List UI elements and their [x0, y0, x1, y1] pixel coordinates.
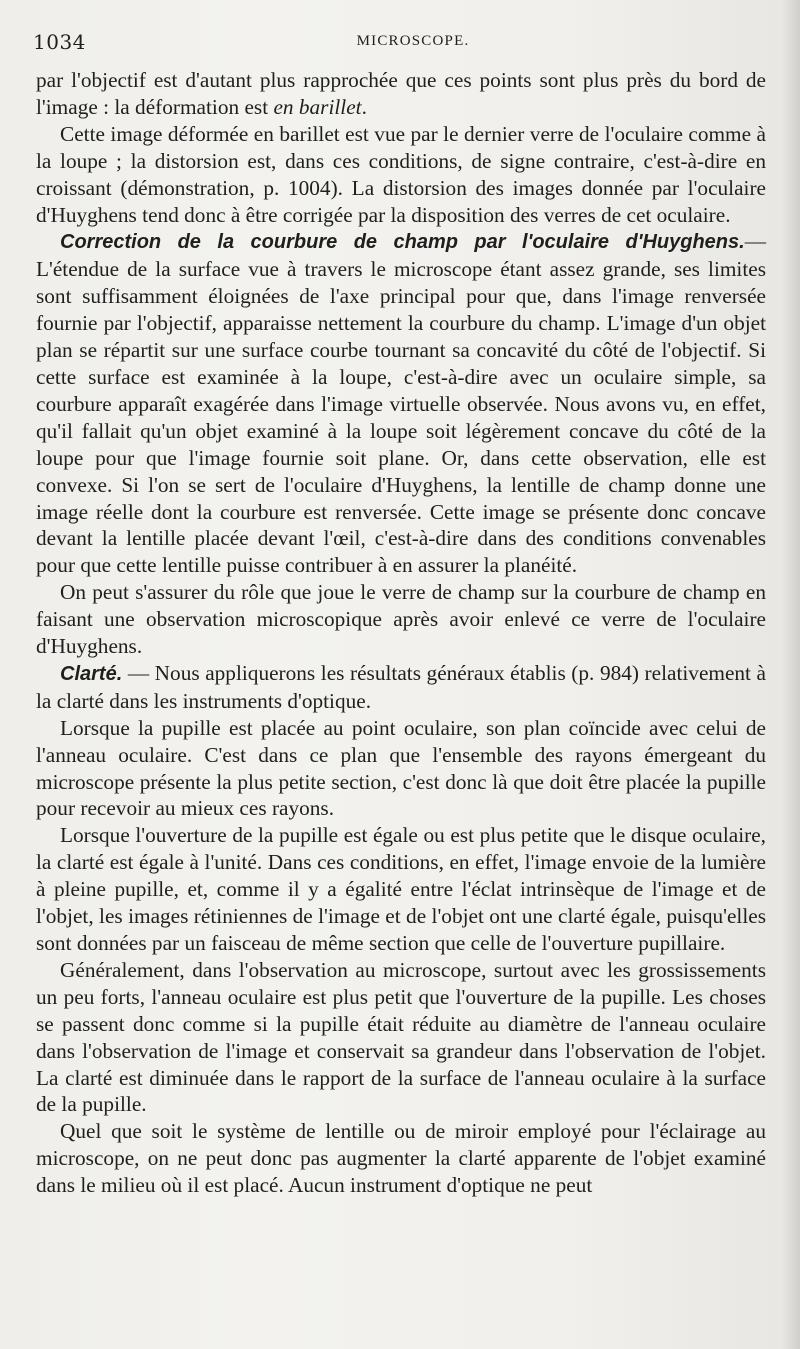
section-clarte-text: — Nous appliquerons les résultats généraux établis (p. 984) relativement à la clarté dans les instruments d'optique.: [36, 660, 766, 713]
body-text: [36, 67, 766, 1199]
paragraph-1: [36, 67, 766, 121]
section-heading-clarte: Clarté.: [60, 662, 123, 685]
page-number: 1034: [33, 30, 86, 54]
paragraph-7: Lorsque l'ouverture de la pupille est égale ou est plus petite que le disque oculaire, la clarté est égale à l'unité. Dans ces conditions, en effet, l'image envoie de la lumière à pleine pupille, et, comme il y a égalité entre l'éclat intrinsèque de l'image et de l'objet, les images rétiniennes de l'image et de l'objet ont une clarté égale, puisqu'elles sont données par un faisceau de même section que celle de l'ouverture pupillaire.: [36, 823, 766, 955]
paragraph-1-tail: .: [361, 94, 367, 119]
section-heading-courbure: Correction de la courbure de champ par l'oculaire d'Huyghens.: [60, 231, 745, 254]
running-title: MICROSCOPE.: [356, 33, 470, 49]
paragraph-1-text: par l'objectif est d'autant plus rapprochée que ces points sont plus près du bord de l'image : la déformation est: [36, 68, 766, 119]
section-clarte: [36, 660, 766, 715]
paragraph-2: Cette image déformée en barillet est vue par le dernier verre de l'oculaire comme à la loupe ; la distorsion est, dans ces conditions, de signe contraire, c'est-à-dire en croissant (démonstration, p. 1004). La distorsion des images donnée par l'oculaire d'Huyghens tend donc à être corrigée par la disposition des verres de cet oculaire.: [36, 121, 766, 227]
paragraph-4: On peut s'assurer du rôle que joue le verre de champ sur la courbure de champ en faisant une observation microscopique après avoir enlevé ce verre de l'oculaire d'Huyghens.: [36, 580, 766, 659]
paragraph-1-emphasis: en barillet: [273, 94, 362, 119]
paragraph-8: Généralement, dans l'observation au microscope, surtout avec les grossissements un peu forts, l'anneau oculaire est plus petit que l'ouverture de la pupille. Les choses se passent donc comme si la pupille était réduite au diamètre de l'anneau oculaire dans l'observation de l'image et conservait sa grandeur dans l'observation de l'objet. La clarté est diminuée dans le rapport de la surface de l'anneau oculaire à la surface de la pupille.: [36, 957, 766, 1117]
paragraph-6: Lorsque la pupille est placée au point oculaire, son plan coïncide avec celui de l'anneau oculaire. C'est dans ce plan que l'ensemble des rayons émergeant du microscope présente la plus petite section, c'est donc là que doit être placée la pupille pour recevoir au mieux ces rayons.: [36, 715, 766, 821]
paragraph-9: Quel que soit le système de lentille ou de miroir employé pour l'éclairage au microscope, on ne peut donc pas augmenter la clarté apparente de l'objet examiné dans le milieu où il est placé. Aucun instrument d'optique ne peut: [36, 1119, 766, 1198]
page-header: [33, 30, 763, 54]
section-courbure-text: — L'étendue de la surface vue à travers le microscope étant assez grande, ses limites sont suffisamment éloignées de l'axe principal pour que, dans l'image renversée fournie par l'objectif, apparaisse nettement la courbure du champ. L'image d'un objet plan se répartit sur une surface courbe tournant sa concavité du côté de l'objectif. Si cette surface est examinée à la loupe, c'est-à-dire avec un oculaire simple, sa courbure apparaît exagérée dans l'image virtuelle observée. Nous avons vu, en effet, qu'il fallait qu'un objet examiné à la loupe soit légèrement concave du côté de la loupe pour que l'image fournie soit plane. Or, dans cette observation, elle est convexe. Si l'on se sert de l'oculaire d'Huyghens, la lentille de champ donne une image réelle dont la courbure est renversée. Cette image se présente donc concave devant la lentille placée devant l'œil, c'est-à-dire dans des conditions convenables pour que cette lentille puisse contribuer à en assurer la planéité.: [36, 229, 766, 578]
section-courbure: [36, 228, 766, 579]
page-edge-shadow: [782, 0, 800, 1349]
